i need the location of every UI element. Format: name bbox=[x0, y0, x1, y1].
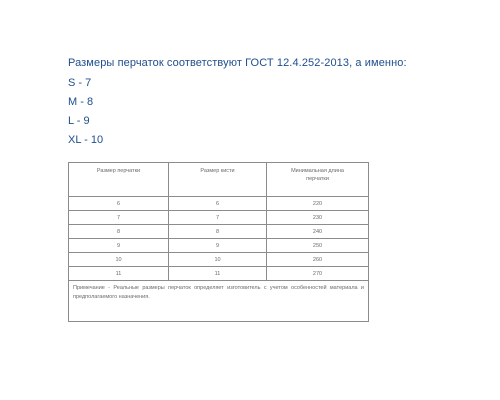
cell-min-length: 240 bbox=[267, 225, 369, 239]
table-note-row bbox=[69, 281, 369, 322]
cell-glove-size: 10 bbox=[69, 253, 169, 267]
cell-hand-size: 8 bbox=[169, 225, 267, 239]
size-table bbox=[68, 162, 369, 322]
table-row bbox=[69, 267, 369, 281]
size-line-l: L - 9 bbox=[68, 115, 90, 127]
cell-hand-size: 10 bbox=[169, 253, 267, 267]
cell-glove-size: 8 bbox=[69, 225, 169, 239]
cell-hand-size: 11 bbox=[169, 267, 267, 281]
header-glove-size: Размер перчатки bbox=[69, 163, 169, 197]
intro-block bbox=[68, 56, 488, 152]
table-row bbox=[69, 253, 369, 267]
header-hand-size: Размер кисти bbox=[169, 163, 267, 197]
table-header-row bbox=[69, 163, 369, 197]
cell-hand-size: 9 bbox=[169, 239, 267, 253]
cell-hand-size: 7 bbox=[169, 211, 267, 225]
cell-glove-size: 9 bbox=[69, 239, 169, 253]
cell-hand-size: 6 bbox=[169, 197, 267, 211]
size-table-container bbox=[68, 162, 368, 322]
cell-glove-size: 11 bbox=[69, 267, 169, 281]
table-row bbox=[69, 239, 369, 253]
table-row bbox=[69, 211, 369, 225]
table-row bbox=[69, 225, 369, 239]
intro-heading: Размеры перчаток соответствуют ГОСТ 12.4.252-2013, а именно: bbox=[68, 57, 407, 69]
cell-min-length: 260 bbox=[267, 253, 369, 267]
cell-min-length: 220 bbox=[267, 197, 369, 211]
table-row bbox=[69, 197, 369, 211]
header-min-length: Минимальная длина перчатки bbox=[267, 163, 369, 197]
cell-glove-size: 6 bbox=[69, 197, 169, 211]
cell-glove-size: 7 bbox=[69, 211, 169, 225]
cell-min-length: 250 bbox=[267, 239, 369, 253]
cell-min-length: 230 bbox=[267, 211, 369, 225]
table-note: Примечание - Реальные размеры перчаток определяет изготовитель с учетом особенностей материала и предполагаемого назначения. bbox=[69, 281, 369, 322]
size-line-m: M - 8 bbox=[68, 96, 94, 108]
cell-min-length: 270 bbox=[267, 267, 369, 281]
size-line-s: S - 7 bbox=[68, 77, 92, 89]
size-line-xl: XL - 10 bbox=[68, 134, 104, 146]
